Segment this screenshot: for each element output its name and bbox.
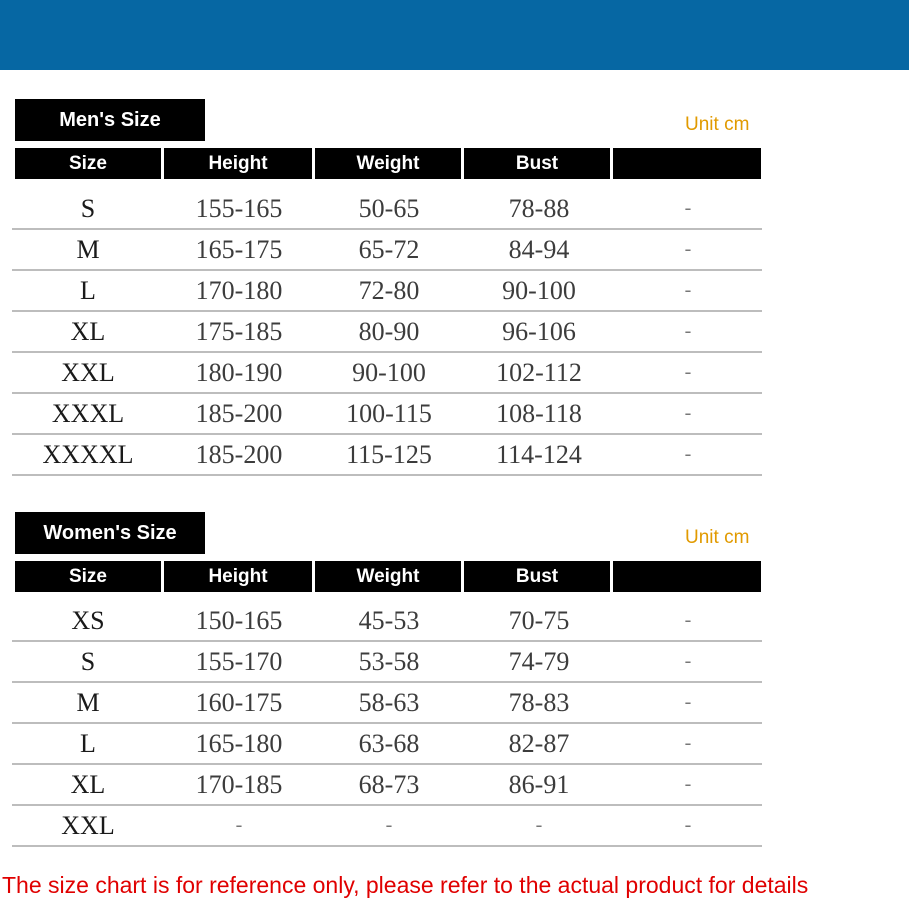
extra-cell: -	[684, 773, 692, 795]
table-row	[12, 683, 762, 724]
table-row	[12, 353, 762, 394]
extra-cell: -	[684, 732, 692, 754]
womens-size-title: Women's Size	[15, 512, 205, 554]
extra-cell: -	[684, 361, 692, 383]
height-cell: 165-175	[195, 234, 283, 264]
header-weight: Weight	[315, 148, 461, 179]
table-row	[12, 271, 762, 312]
header-size: Size	[15, 561, 161, 592]
weight-cell: 45-53	[358, 605, 420, 635]
bust-cell: 86-91	[508, 769, 570, 799]
extra-cell: -	[684, 691, 692, 713]
bust-cell: 90-100	[502, 275, 576, 305]
table-row	[12, 435, 762, 476]
bust-cell: 70-75	[508, 605, 570, 635]
table-row	[12, 394, 762, 435]
extra-cell: -	[684, 814, 692, 836]
table-row	[12, 189, 762, 230]
size-cell: M	[76, 687, 100, 717]
weight-cell: 115-125	[346, 439, 432, 469]
size-cell: L	[80, 275, 96, 305]
size-cell: S	[80, 193, 96, 223]
header-bust: Bust	[464, 148, 610, 179]
bust-cell: -	[535, 814, 543, 836]
extra-cell: -	[684, 402, 692, 424]
weight-cell: 63-68	[358, 728, 420, 758]
header-blank	[613, 148, 761, 179]
mens-size-title: Men's Size	[15, 99, 205, 141]
height-cell: 175-185	[195, 316, 283, 346]
weight-cell: 100-115	[346, 398, 432, 428]
height-cell: 170-180	[195, 275, 283, 305]
weight-cell: 50-65	[358, 193, 420, 223]
size-cell: M	[76, 234, 100, 264]
height-cell: 155-165	[195, 193, 283, 223]
height-cell: -	[235, 814, 243, 836]
weight-cell: 80-90	[358, 316, 420, 346]
weight-cell: 68-73	[358, 769, 420, 799]
extra-cell: -	[684, 238, 692, 260]
height-cell: 155-170	[195, 646, 283, 676]
bust-cell: 102-112	[496, 357, 582, 387]
bust-cell: 96-106	[502, 316, 576, 346]
header-size: Size	[15, 148, 161, 179]
height-cell: 165-180	[195, 728, 283, 758]
womens-table-header	[15, 561, 762, 592]
height-cell: 170-185	[195, 769, 283, 799]
extra-cell: -	[684, 609, 692, 631]
height-cell: 180-190	[195, 357, 283, 387]
weight-cell: -	[385, 814, 393, 836]
size-cell: S	[80, 646, 96, 676]
extra-cell: -	[684, 650, 692, 672]
weight-cell: 58-63	[358, 687, 420, 717]
header-height: Height	[164, 561, 312, 592]
table-row	[12, 806, 762, 847]
table-row	[12, 765, 762, 806]
height-cell: 150-165	[195, 605, 283, 635]
extra-cell: -	[684, 320, 692, 342]
table-row	[12, 642, 762, 683]
table-row	[12, 312, 762, 353]
mens-table-body	[12, 189, 762, 476]
bust-cell: 82-87	[508, 728, 570, 758]
header-blank	[613, 561, 761, 592]
disclaimer-text: The size chart is for reference only, please refer to the actual product for details	[2, 872, 809, 898]
bust-cell: 114-124	[496, 439, 582, 469]
header-height: Height	[164, 148, 312, 179]
bust-cell: 78-88	[508, 193, 570, 223]
weight-cell: 90-100	[352, 357, 426, 387]
weight-cell: 53-58	[358, 646, 420, 676]
size-cell: XL	[70, 316, 106, 346]
size-cell: XL	[70, 769, 106, 799]
mens-table-header	[15, 148, 762, 179]
weight-cell: 65-72	[358, 234, 420, 264]
size-cell: XXL	[61, 810, 115, 840]
bust-cell: 78-83	[508, 687, 570, 717]
weight-cell: 72-80	[358, 275, 420, 305]
table-row	[12, 601, 762, 642]
size-cell: L	[80, 728, 96, 758]
size-cell: XXL	[61, 357, 115, 387]
womens-table-body	[12, 601, 762, 847]
height-cell: 185-200	[195, 439, 283, 469]
table-row	[12, 724, 762, 765]
bust-cell: 84-94	[508, 234, 570, 264]
header-weight: Weight	[315, 561, 461, 592]
size-cell: XXXXL	[42, 439, 134, 469]
size-cell: XS	[71, 605, 105, 635]
extra-cell: -	[684, 279, 692, 301]
bust-cell: 74-79	[508, 646, 570, 676]
bust-cell: 108-118	[496, 398, 582, 428]
height-cell: 160-175	[195, 687, 283, 717]
height-cell: 185-200	[195, 398, 283, 428]
size-cell: XXXL	[51, 398, 125, 428]
top-banner	[0, 0, 909, 70]
header-bust: Bust	[464, 561, 610, 592]
extra-cell: -	[684, 197, 692, 219]
table-row	[12, 230, 762, 271]
womens-unit-label: Unit cm	[685, 527, 750, 548]
mens-unit-label: Unit cm	[685, 114, 750, 135]
extra-cell: -	[684, 443, 692, 465]
